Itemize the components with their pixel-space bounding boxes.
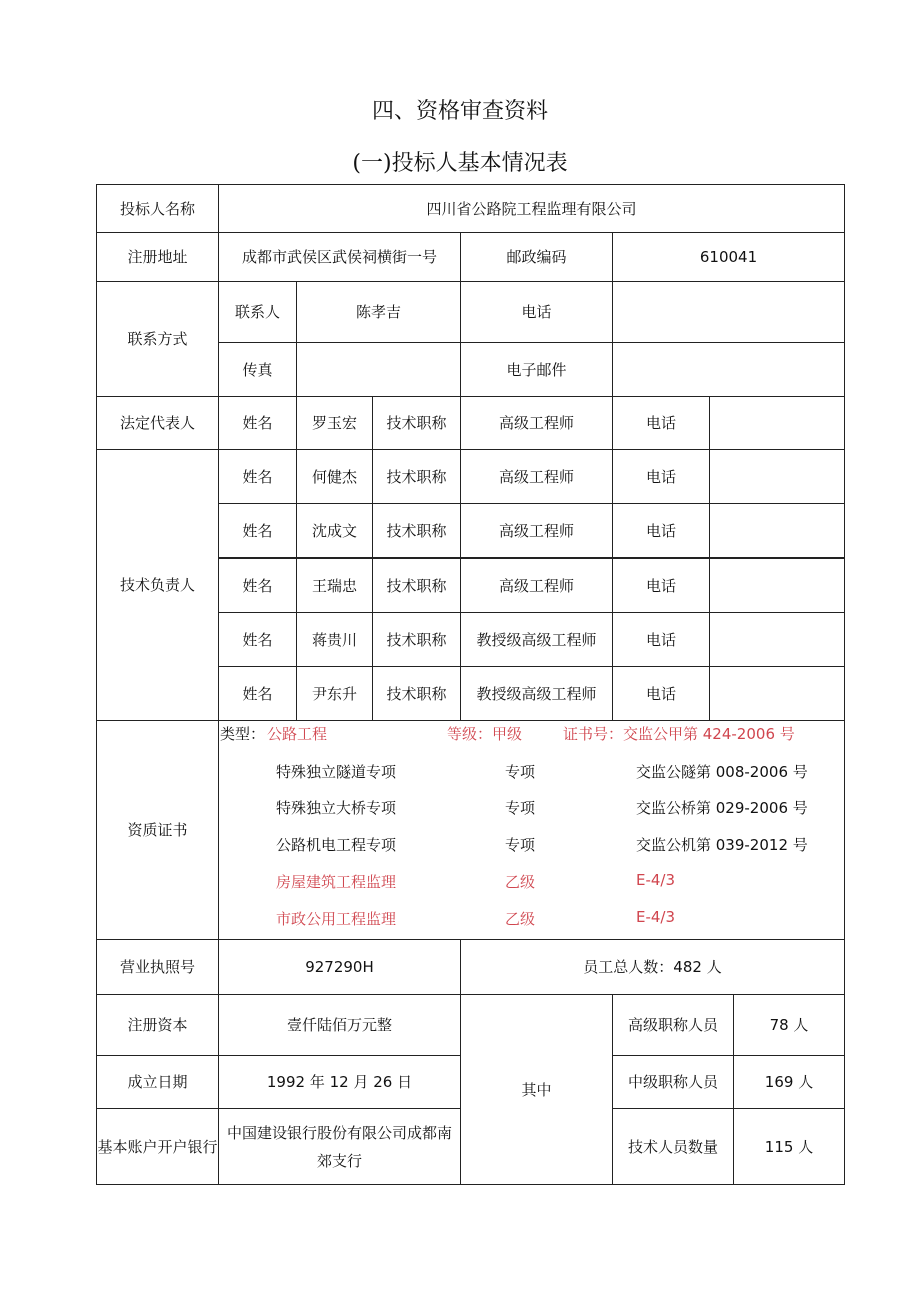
tech-title: 高级工程师	[460, 449, 613, 504]
techstaff-value: 115 人	[733, 1108, 845, 1185]
contact-phone-label: 电话	[460, 281, 613, 343]
tech-phone	[709, 449, 845, 504]
bank-value: 中国建设银行股份有限公司成都南郊支行	[218, 1108, 461, 1185]
tech-title-label: 技术职称	[372, 666, 461, 721]
contact-label: 联系方式	[96, 281, 219, 397]
tech-title-label: 技术职称	[372, 612, 461, 667]
senior-label: 高级职称人员	[612, 994, 734, 1056]
bidder-label: 投标人名称	[96, 184, 219, 233]
staff-total: 员工总人数：482 人	[460, 939, 845, 995]
tech-name: 蒋贵川	[296, 612, 373, 667]
qual-item-cert: 交监公桥第 029-2006 号	[636, 799, 808, 817]
qualification-label: 资质证书	[96, 720, 219, 940]
capital-value: 壹仟陆佰万元整	[218, 994, 461, 1056]
postcode-value: 610041	[612, 232, 845, 282]
contact-phone	[612, 281, 845, 343]
table-title: (一)投标人基本情况表	[352, 151, 568, 176]
legal-label: 法定代表人	[96, 396, 219, 450]
founded-label: 成立日期	[96, 1055, 219, 1109]
legal-title: 高级工程师	[460, 396, 613, 450]
qual-item-cert: E-4/3	[636, 871, 676, 889]
tech-title: 教授级高级工程师	[460, 612, 613, 667]
tech-name: 王瑞忠	[296, 558, 373, 613]
tech-name-label: 姓名	[218, 666, 297, 721]
address-value: 成都市武侯区武侯祠横街一号	[218, 232, 461, 282]
email-value	[612, 342, 845, 397]
among-label: 其中	[460, 994, 613, 1185]
license-label: 营业执照号	[96, 939, 219, 995]
tech-title-label: 技术职称	[372, 449, 461, 504]
legal-name: 罗玉宏	[296, 396, 373, 450]
tech-phone-label: 电话	[612, 503, 710, 558]
qual-item-name: 市政公用工程监理	[276, 910, 397, 928]
legal-phone	[709, 396, 845, 450]
qual-item-cert: 交监公隧第 008-2006 号	[636, 763, 808, 781]
address-label: 注册地址	[96, 232, 219, 282]
tech-phone	[709, 558, 845, 613]
qual-item-name: 房屋建筑工程监理	[276, 873, 397, 891]
qual-type-label: 类型：	[220, 725, 266, 743]
qual-grade: 等级：甲级	[447, 725, 523, 743]
tech-phone-label: 电话	[612, 612, 710, 667]
tech-name-label: 姓名	[218, 612, 297, 667]
capital-label: 注册资本	[96, 994, 219, 1056]
tech-phone	[709, 612, 845, 667]
page-title: 四、资格审查资料	[371, 99, 548, 124]
license-value: 927290H	[218, 939, 461, 995]
qual-item-grade: 专项	[505, 836, 536, 854]
middle-value: 169 人	[733, 1055, 845, 1109]
qualification-cell	[218, 720, 845, 940]
middle-label: 中级职称人员	[612, 1055, 734, 1109]
qual-type: 公路工程	[267, 725, 328, 743]
qual-cert: 证书号：交监公甲第 424-2006 号	[563, 725, 795, 743]
tech-name: 沈成文	[296, 503, 373, 558]
tech-title: 高级工程师	[460, 558, 613, 613]
tech-phone	[709, 503, 845, 558]
senior-value: 78 人	[733, 994, 845, 1056]
fax-label: 传真	[218, 342, 297, 397]
qual-item-grade: 专项	[505, 799, 536, 817]
tech-name-label: 姓名	[218, 449, 297, 504]
postcode-label: 邮政编码	[460, 232, 613, 282]
qual-item-name: 特殊独立隧道专项	[276, 763, 397, 781]
tech-label: 技术负责人	[96, 449, 219, 721]
bidder-value: 四川省公路院工程监理有限公司	[218, 184, 845, 233]
tech-title-label: 技术职称	[372, 558, 461, 613]
tech-phone-label: 电话	[612, 449, 710, 504]
contact-person-label: 联系人	[218, 281, 297, 343]
tech-name-label: 姓名	[218, 503, 297, 558]
qual-item-name: 特殊独立大桥专项	[276, 799, 397, 817]
email-label: 电子邮件	[460, 342, 613, 397]
qual-item-grade: 乙级	[505, 910, 536, 928]
tech-name: 尹东升	[296, 666, 373, 721]
qual-item-grade: 专项	[505, 763, 536, 781]
qual-item-cert: E-4/3	[636, 908, 676, 926]
fax-value	[296, 342, 461, 397]
qual-item-grade: 乙级	[505, 873, 536, 891]
legal-phone-label: 电话	[612, 396, 710, 450]
legal-title-label: 技术职称	[372, 396, 461, 450]
tech-title: 教授级高级工程师	[460, 666, 613, 721]
legal-name-label: 姓名	[218, 396, 297, 450]
qual-item-name: 公路机电工程专项	[276, 836, 397, 854]
tech-phone-label: 电话	[612, 558, 710, 613]
tech-phone-label: 电话	[612, 666, 710, 721]
qual-item-cert: 交监公机第 039-2012 号	[636, 836, 808, 854]
contact-person: 陈孝吉	[296, 281, 461, 343]
tech-name-label: 姓名	[218, 558, 297, 613]
founded-value: 1992 年 12 月 26 日	[218, 1055, 461, 1109]
tech-phone	[709, 666, 845, 721]
tech-title: 高级工程师	[460, 503, 613, 558]
tech-name: 何健杰	[296, 449, 373, 504]
techstaff-label: 技术人员数量	[612, 1108, 734, 1185]
tech-title-label: 技术职称	[372, 503, 461, 558]
bank-label: 基本账户开户银行	[96, 1108, 219, 1185]
